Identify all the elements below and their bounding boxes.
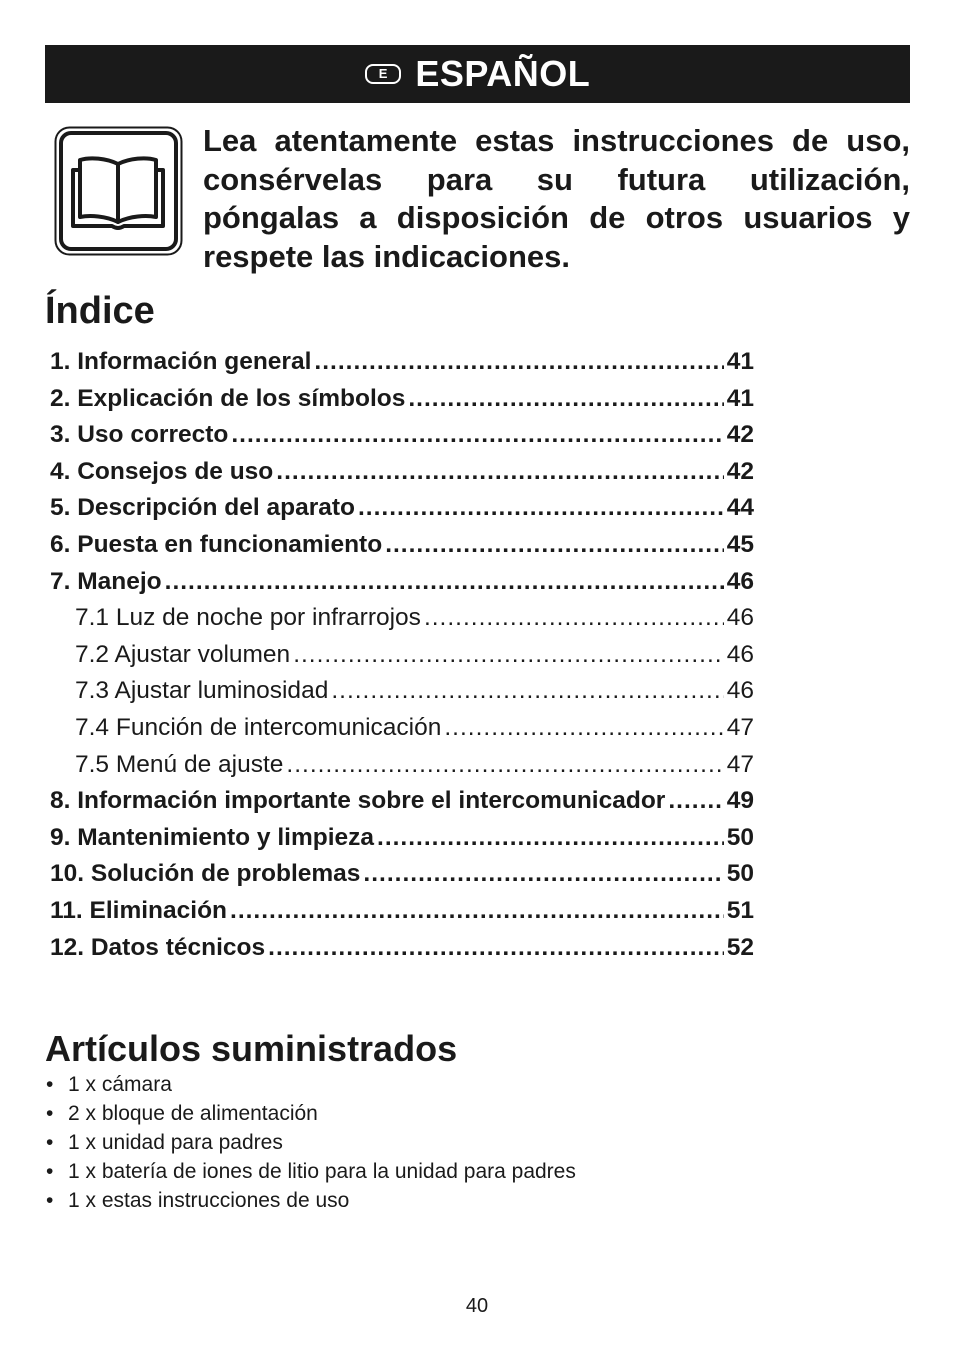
list-item-text: 1 x cámara [68,1073,172,1096]
toc-entry-page: 42 [726,457,754,485]
toc-leader-dots [165,568,724,596]
page-number: 40 [465,1295,489,1317]
toc-entry-title: 7.1 Luz de noche por infrarrojos [75,604,421,632]
toc-entry [50,860,754,897]
toc-entry-page: 41 [726,384,754,412]
toc-entry-page: 50 [726,823,754,851]
toc-entry [50,348,754,385]
toc-entry-title: 9. Mantenimiento y limpieza [50,823,375,851]
language-header [45,45,910,103]
bullet: • [46,1160,54,1183]
toc-entry-page: 52 [726,933,754,961]
toc-leader-dots [268,934,724,962]
toc-entry [50,604,754,641]
list-item [46,1128,576,1157]
list-item [46,1070,576,1099]
toc-entry-page: 42 [726,421,754,449]
list-item [46,1186,576,1215]
toc-entry-page: 50 [726,860,754,888]
toc-entry-title: 2. Explicación de los símbolos [50,384,406,412]
toc-entry-title: 10. Solución de problemas [50,860,361,888]
toc-entry-page: 44 [726,494,754,522]
toc-entry-title: 8. Información importante sobre el intercomunicador [50,787,666,815]
toc-entry-page: 47 [726,750,754,778]
list-item-text: 2 x bloque de alimentación [68,1102,318,1125]
toc-entry-page: 51 [726,896,754,924]
list-item-text: 1 x unidad para padres [68,1131,283,1154]
list-item-text: 1 x estas instrucciones de uso [68,1189,350,1212]
bullet: • [46,1189,54,1212]
bullet: • [46,1073,54,1096]
toc-entry-title: 7.2 Ajustar volumen [75,640,291,668]
toc-leader-dots [668,787,723,815]
toc-entry-title: 1. Información general [50,348,312,375]
toc-entry-title: 4. Consejos de uso [50,457,274,485]
toc-leader-dots [444,714,723,742]
toc-entry [50,751,754,788]
toc-entry [50,897,754,934]
toc-entry-title: 7.5 Menú de ajuste [75,750,284,778]
toc-leader-dots [408,385,723,413]
toc-leader-dots [358,494,724,522]
toc-entry [50,677,754,714]
toc-entry [50,494,754,531]
toc-entry-title: 6. Puesta en funcionamiento [50,530,383,558]
index-heading: Índice [45,290,155,332]
toc-entry [50,787,754,824]
supplied-items-list [46,1070,576,1215]
toc-leader-dots [286,751,723,779]
bullet: • [46,1102,54,1125]
toc-entry [50,531,754,568]
toc-leader-dots [276,458,723,486]
toc-entry-page: 41 [726,348,754,375]
toc-entry [50,641,754,678]
toc-leader-dots [363,860,723,888]
toc-entry-page: 45 [726,530,754,558]
toc-entry-page: 49 [726,787,754,815]
toc-entry [50,714,754,751]
toc-entry [50,568,754,605]
toc-entry-page: 46 [726,677,754,705]
toc-entry-title: 12. Datos técnicos [50,933,266,961]
supplied-items-heading: Artículos suministrados [45,1028,458,1069]
list-item-text: 1 x batería de iones de litio para la unidad para padres [68,1160,576,1183]
book-icon [54,126,183,256]
toc-leader-dots [314,348,723,376]
list-item [46,1099,576,1128]
toc-leader-dots [331,677,723,705]
list-item [46,1157,576,1186]
toc-entry [50,458,754,495]
language-title: ESPAÑOL [415,53,591,94]
toc-leader-dots [424,604,724,632]
toc-entry-title: 7. Manejo [50,567,162,595]
toc-entry-page: 47 [726,713,754,741]
toc-entry-page: 46 [726,640,754,668]
toc-leader-dots [377,824,724,852]
toc-entry [50,421,754,458]
bullet: • [46,1131,54,1154]
table-of-contents [50,348,754,970]
language-badge: E [365,64,402,84]
toc-entry-title: 7.3 Ajustar luminosidad [75,677,329,705]
toc-leader-dots [230,897,724,925]
toc-entry [50,824,754,861]
toc-leader-dots [293,641,724,669]
toc-entry-title: 7.4 Función de intercomunicación [75,713,442,741]
toc-entry [50,385,754,422]
toc-entry-title: 5. Descripción del aparato [50,494,355,522]
intro-text: Lea atentamente estas instrucciones de uso, consérvelas para su futura utilización, póngalas a disposición de otros usuarios y respete las indicaciones. [203,123,910,274]
toc-entry-title: 11. Eliminación [50,896,228,924]
toc-entry [50,934,754,971]
toc-leader-dots [385,531,724,559]
toc-entry-title: 3. Uso correcto [50,421,229,449]
toc-entry-page: 46 [726,567,754,595]
toc-entry-page: 46 [726,604,754,632]
toc-leader-dots [231,421,723,449]
